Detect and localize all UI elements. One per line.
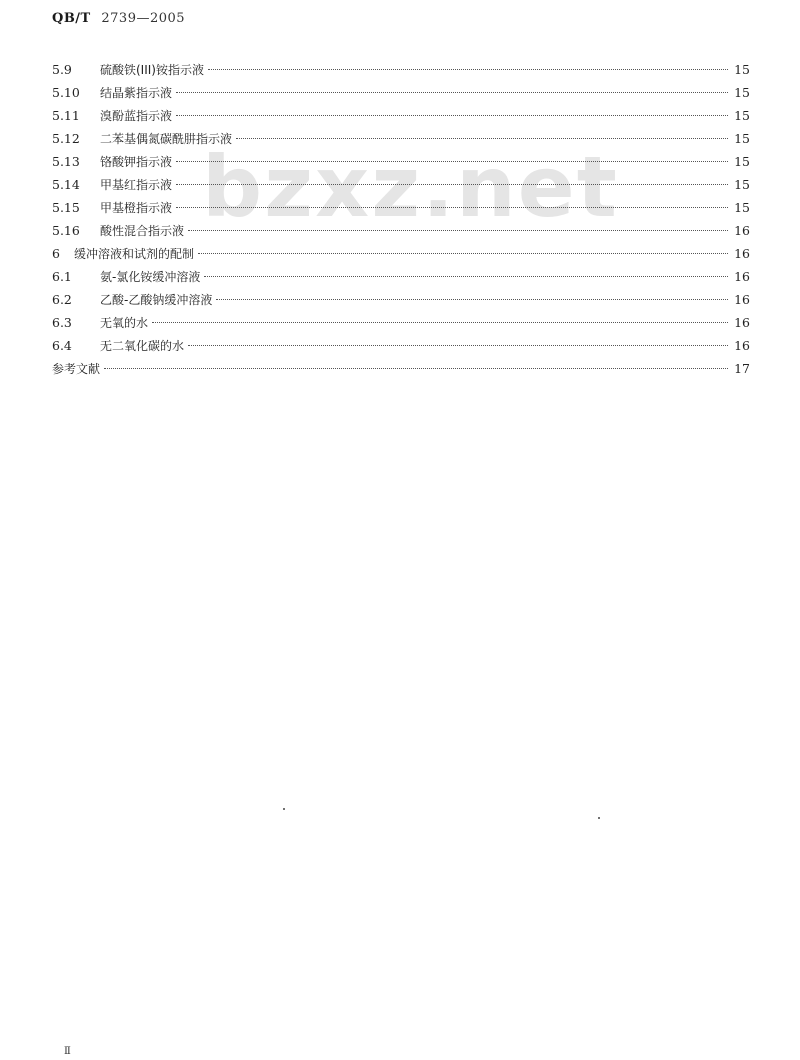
toc-entry-number: 6.3 [52, 315, 72, 330]
toc-entry-page: 15 [734, 200, 750, 215]
toc-dot-leader [204, 276, 728, 277]
toc-dot-leader [104, 368, 728, 369]
toc-dot-leader [176, 161, 728, 162]
toc-entry-title: 铬酸钾指示液 [100, 155, 173, 169]
scan-speck [598, 817, 600, 819]
toc-entry-number: 6.4 [52, 338, 72, 353]
toc-entry [52, 173, 750, 196]
toc-dot-leader [188, 230, 728, 231]
toc-entry-number: 6 [52, 246, 60, 261]
toc-entry-page: 17 [734, 361, 750, 376]
toc-entry-number: 5.12 [52, 131, 80, 146]
toc-entry-title: 溴酚蓝指示液 [100, 109, 173, 123]
scan-speck [283, 808, 285, 810]
toc-entry [52, 127, 750, 150]
toc-entry [52, 196, 750, 219]
toc-entry-page: 15 [734, 177, 750, 192]
standard-code: QB/T [52, 11, 91, 26]
toc-dot-leader [198, 253, 728, 254]
toc-entry [52, 265, 750, 288]
toc-entry [52, 242, 750, 265]
toc-entry [52, 334, 750, 357]
toc-entry-page: 16 [734, 246, 750, 261]
toc-entry-title: 乙酸-乙酸钠缓冲溶液 [100, 293, 213, 307]
toc-entry-page: 16 [734, 315, 750, 330]
toc-dot-leader [176, 92, 728, 93]
toc-entry-page: 16 [734, 269, 750, 284]
toc-entry-number: 5.11 [52, 108, 80, 123]
toc-entry-title: 无二氧化碳的水 [100, 339, 185, 353]
toc-dot-leader [208, 69, 728, 70]
toc-entry-number: 5.14 [52, 177, 80, 192]
toc-entry-title: 结晶紫指示液 [100, 86, 173, 100]
toc-entry-page: 15 [734, 154, 750, 169]
toc-entry-title: 缓冲溶液和试剂的配制 [74, 247, 195, 261]
toc-dot-leader [216, 299, 728, 300]
toc-dot-leader [176, 207, 728, 208]
toc-entry-page: 16 [734, 223, 750, 238]
toc-entry [52, 219, 750, 242]
toc-entry-number: 5.15 [52, 200, 80, 215]
toc-entry-title: 二苯基偶氮碳酰肼指示液 [100, 132, 233, 146]
toc-entry-title: 甲基橙指示液 [100, 201, 173, 215]
toc-entry-page: 16 [734, 292, 750, 307]
toc-entry-title: 酸性混合指示液 [100, 224, 185, 238]
toc-entry-page: 16 [734, 338, 750, 353]
table-of-contents [52, 58, 750, 380]
toc-dot-leader [152, 322, 728, 323]
page-footer-mark: Ⅱ [64, 1046, 71, 1057]
toc-entry-page: 15 [734, 85, 750, 100]
standard-number: 2739—2005 [101, 11, 186, 26]
toc-entry [52, 58, 750, 81]
toc-entry-title: 无氧的水 [100, 316, 149, 330]
toc-dot-leader [176, 115, 728, 116]
toc-entry-title: 甲基红指示液 [100, 178, 173, 192]
toc-entry-number: 5.13 [52, 154, 80, 169]
toc-dot-leader [176, 184, 728, 185]
toc-entry-title: 硫酸铁(III)铵指示液 [100, 63, 204, 77]
watermark: bzxz.net [202, 138, 619, 236]
toc-entry-page: 15 [734, 62, 750, 77]
toc-entry [52, 311, 750, 334]
toc-dot-leader [236, 138, 728, 139]
toc-entry [52, 288, 750, 311]
toc-entry-title: 氨-氯化铵缓冲溶液 [100, 270, 201, 284]
toc-entry [52, 357, 750, 380]
toc-dot-leader [188, 345, 728, 346]
toc-entry-page: 15 [734, 131, 750, 146]
toc-entry-number: 5.10 [52, 85, 80, 100]
toc-entry-number: 6.1 [52, 269, 72, 284]
toc-entry-number: 6.2 [52, 292, 72, 307]
toc-entry [52, 104, 750, 127]
toc-entry-title: 参考文献 [52, 362, 101, 376]
toc-entry-number: 5.16 [52, 223, 80, 238]
toc-entry-number: 5.9 [52, 62, 72, 77]
toc-entry [52, 81, 750, 104]
toc-entry [52, 150, 750, 173]
page-header [52, 11, 185, 26]
toc-entry-page: 15 [734, 108, 750, 123]
